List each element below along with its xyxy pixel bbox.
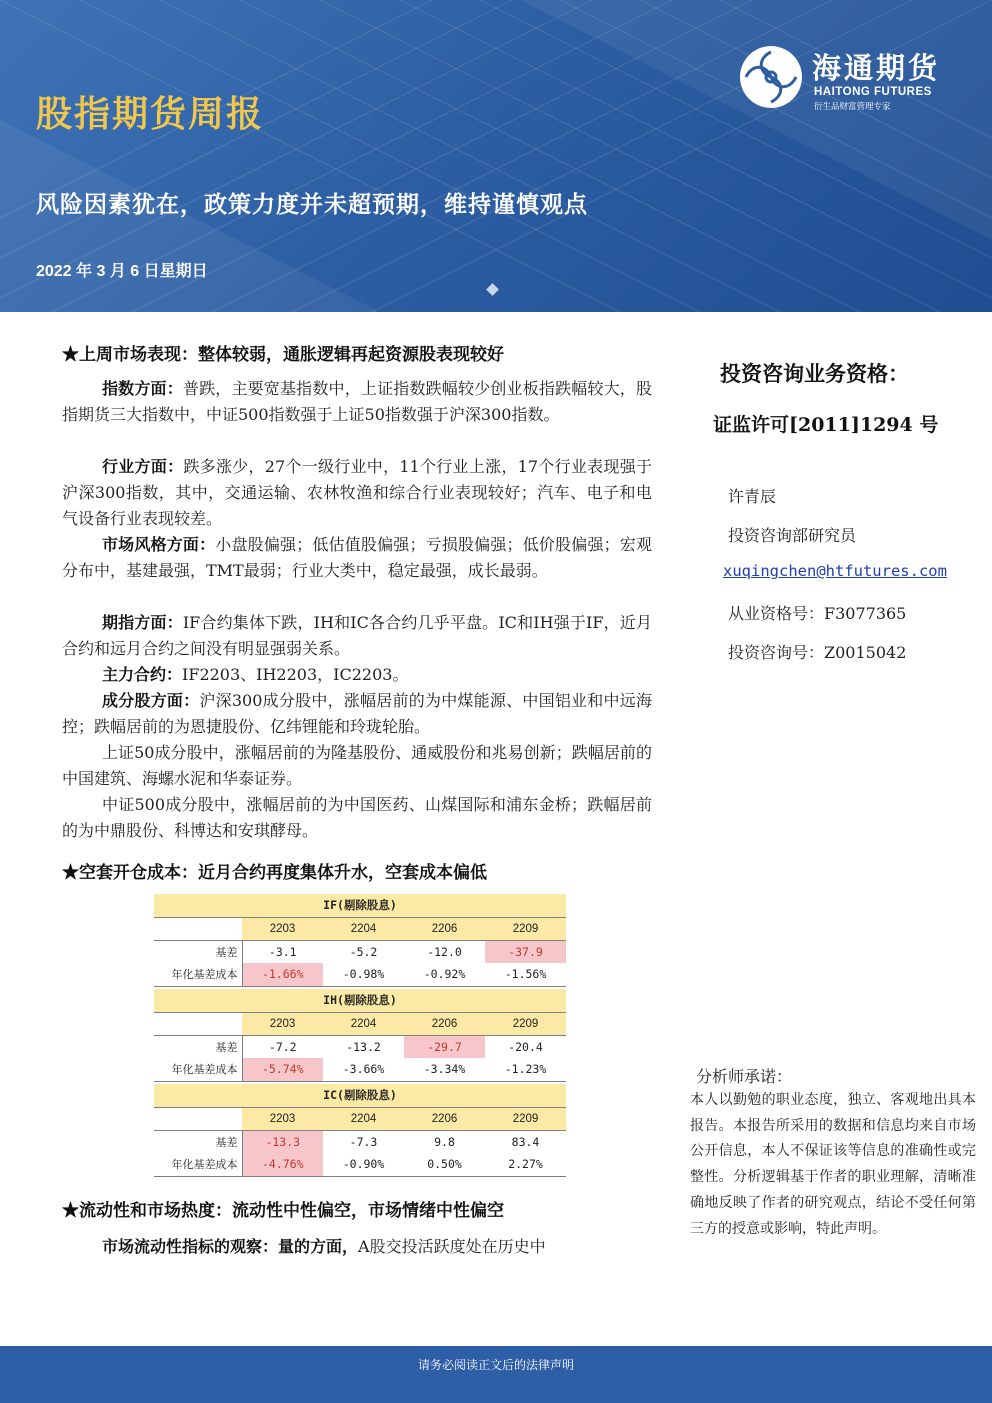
table-month-header: 2204 (323, 1012, 404, 1035)
table-month-header: 2204 (323, 917, 404, 940)
footer-legal-notice: 请务必阅读正文后的法律声明 (417, 1358, 574, 1372)
section-heading-cost: ★空套开仓成本：近月合约再度集体升水，空套成本偏低 (62, 863, 487, 883)
table-cell: -1.56% (485, 963, 566, 986)
table-row (154, 1130, 566, 1153)
paragraph-text: 小盘股偏强；低估值股偏强；亏损股偏强；低价股偏强；宏观分布中，基建最强，TMT最弱；行业大类中，稳定最强，成长最弱。 (62, 535, 652, 580)
basis-table (154, 894, 566, 987)
paragraph-label: 市场风格方面： (102, 535, 216, 554)
table-cell: -29.7 (404, 1035, 485, 1058)
analyst-email-link[interactable]: xuqingchen@htfutures.com (723, 562, 947, 580)
table-cell: -7.2 (242, 1035, 323, 1058)
table-cell: -0.98% (323, 963, 404, 986)
paragraph-main-contracts (62, 662, 652, 688)
paragraph-label: 期指方面： (102, 613, 183, 632)
table-title: IH(剔除股息) (154, 989, 566, 1012)
table-row (154, 1035, 566, 1058)
table-month-header: 2203 (242, 1012, 323, 1035)
table-header-blank (154, 1107, 242, 1130)
footer-bar (0, 1346, 992, 1403)
table-cell: -3.34% (404, 1058, 485, 1081)
table-row (154, 940, 566, 963)
table-title: IC(剔除股息) (154, 1084, 566, 1107)
paragraph-label: 成分股方面： (102, 691, 200, 710)
report-title: 股指期货周报 (36, 93, 265, 135)
paragraph-label: 市场流动性指标的观察：量的方面， (102, 1237, 359, 1256)
table-cell: -0.90% (323, 1153, 404, 1176)
commitment-text: 本人以勤勉的职业态度，独立、客观地出具本报告。本报告所采用的数据和信息均来自市场公开信息，本人不保证该等信息的准确性或完整性。分析逻辑基于作者的职业理解，清晰准确地反映了作者的研究观点，结论不受任何第三方的授意或影响，特此声明。 (690, 1092, 976, 1237)
paragraph-constituents-csi500 (62, 792, 652, 844)
table-header-row (154, 1012, 566, 1035)
table-month-header: 2209 (485, 917, 566, 940)
basis-table (154, 989, 566, 1082)
table-cell: -0.92% (404, 963, 485, 986)
table-row-label: 年化基差成本 (154, 963, 242, 986)
logo-name-en: HAITONG FUTURES (814, 86, 932, 98)
qualification-license: 证监许可[2011]1294 号 (713, 414, 939, 436)
table-header-row (154, 1107, 566, 1130)
table-row (154, 1153, 566, 1176)
table-row-label: 基差 (154, 1130, 242, 1153)
table-row (154, 1058, 566, 1081)
table-row-label: 基差 (154, 940, 242, 963)
paragraph-text: IF2203、IH2203，IC2203。 (182, 665, 409, 684)
table-month-header: 2203 (242, 917, 323, 940)
table-row-label: 年化基差成本 (154, 1058, 242, 1081)
company-logo (738, 44, 968, 116)
paragraph-label: 指数方面： (102, 379, 183, 398)
table-cell: -37.9 (485, 940, 566, 963)
table-cell: -1.23% (485, 1058, 566, 1081)
table-header-blank (154, 917, 242, 940)
report-date: 2022 年 3 月 6 日星期日 (36, 263, 208, 280)
table-month-header: 2206 (404, 1107, 485, 1130)
qualification-title: 投资咨询业务资格： (720, 361, 909, 386)
paragraph-industry (62, 454, 652, 532)
logo-name-cn: 海通期货 (812, 51, 941, 85)
table-month-header: 2203 (242, 1107, 323, 1130)
commitment-title: 分析师承诺： (696, 1067, 793, 1086)
table-row-label: 年化基差成本 (154, 1153, 242, 1176)
practice-number: 从业资格号：F3077365 (728, 604, 907, 623)
section-heading-market: ★上周市场表现：整体较弱，通胀逻辑再起资源股表现较好 (62, 345, 504, 365)
advisory-number: 投资咨询号：Z0015042 (728, 643, 907, 662)
paragraph-constituents-sz50 (62, 740, 652, 792)
paragraph-constituents-hs300 (62, 688, 652, 740)
header-banner (0, 0, 992, 312)
paragraph-label: 行业方面： (102, 457, 184, 476)
basis-table (154, 1084, 566, 1177)
paragraph-text: 跌多涨少，27个一级行业中，11个行业上涨，17个行业表现强于沪深300指数，其中，交通运输、农林牧渔和综合行业表现较好；汽车、电子和电气设备行业表现较差。 (62, 457, 652, 528)
table-month-header: 2209 (485, 1107, 566, 1130)
table-row (154, 963, 566, 986)
paragraph-text: A股交投活跃度处在历史中 (358, 1237, 546, 1256)
paragraph-text: 中证500成分股中，涨幅居前的为中国医药、山煤国际和浦东金桥；跌幅居前的为中鼎股份、科博达和安琪酵母。 (62, 795, 652, 840)
paragraph-text: 上证50成分股中，涨幅居前的为隆基股份、通威股份和兆易创新；跌幅居前的中国建筑、海螺水泥和华泰证券。 (62, 743, 652, 788)
paragraph-futures (62, 610, 652, 662)
logo-tagline: 衍生品财富管理专家 (814, 102, 891, 112)
table-cell: -12.0 (404, 940, 485, 963)
paragraph-style (62, 532, 652, 584)
table-cell: -3.66% (323, 1058, 404, 1081)
table-cell: 0.50% (404, 1153, 485, 1176)
analyst-name: 许青辰 (728, 487, 777, 506)
paragraph-text: 沪深300成分股中，涨幅居前的为中煤能源、中国铝业和中远海控；跌幅居前的为恩捷股份、亿纬锂能和玲珑轮胎。 (62, 691, 652, 736)
table-header-row (154, 917, 566, 940)
table-month-header: 2206 (404, 1012, 485, 1035)
table-cell: 2.27% (485, 1153, 566, 1176)
table-cell: -13.2 (323, 1035, 404, 1058)
table-month-header: 2206 (404, 917, 485, 940)
paragraph-text: IF合约集体下跌，IH和IC各合约几乎平盘。IC和IH强于IF，近月合约和远月合约之间没有明显强弱关系。 (62, 613, 652, 658)
section-heading-liquidity: ★流动性和市场热度：流动性中性偏空，市场情绪中性偏空 (62, 1201, 504, 1221)
table-row-label: 基差 (154, 1035, 242, 1058)
paragraph-label: 主力合约： (102, 665, 183, 684)
table-cell: -3.1 (242, 940, 323, 963)
table-title: IF(剔除股息) (154, 894, 566, 917)
paragraph-liquidity (62, 1234, 652, 1260)
analyst-role: 投资咨询部研究员 (728, 526, 857, 545)
paragraph-index (62, 376, 652, 428)
paragraph-text: 普跌，主要宽基指数中，上证指数跌幅较少创业板指跌幅较大，股指期货三大指数中，中证500指数强于上证50指数强于沪深300指数。 (62, 379, 652, 424)
table-cell: -1.66% (242, 963, 323, 986)
table-cell: 83.4 (485, 1130, 566, 1153)
report-subtitle: 风险因素犹在，政策力度并未超预期，维持谨慎观点 (36, 191, 588, 218)
table-cell: -5.74% (242, 1058, 323, 1081)
haitong-logo-icon (738, 44, 804, 110)
table-month-header: 2204 (323, 1107, 404, 1130)
table-cell: -7.3 (323, 1130, 404, 1153)
table-month-header: 2209 (485, 1012, 566, 1035)
table-cell: -20.4 (485, 1035, 566, 1058)
table-header-blank (154, 1012, 242, 1035)
table-cell: 9.8 (404, 1130, 485, 1153)
table-cell: -4.76% (242, 1153, 323, 1176)
table-cell: -13.3 (242, 1130, 323, 1153)
table-cell: -5.2 (323, 940, 404, 963)
